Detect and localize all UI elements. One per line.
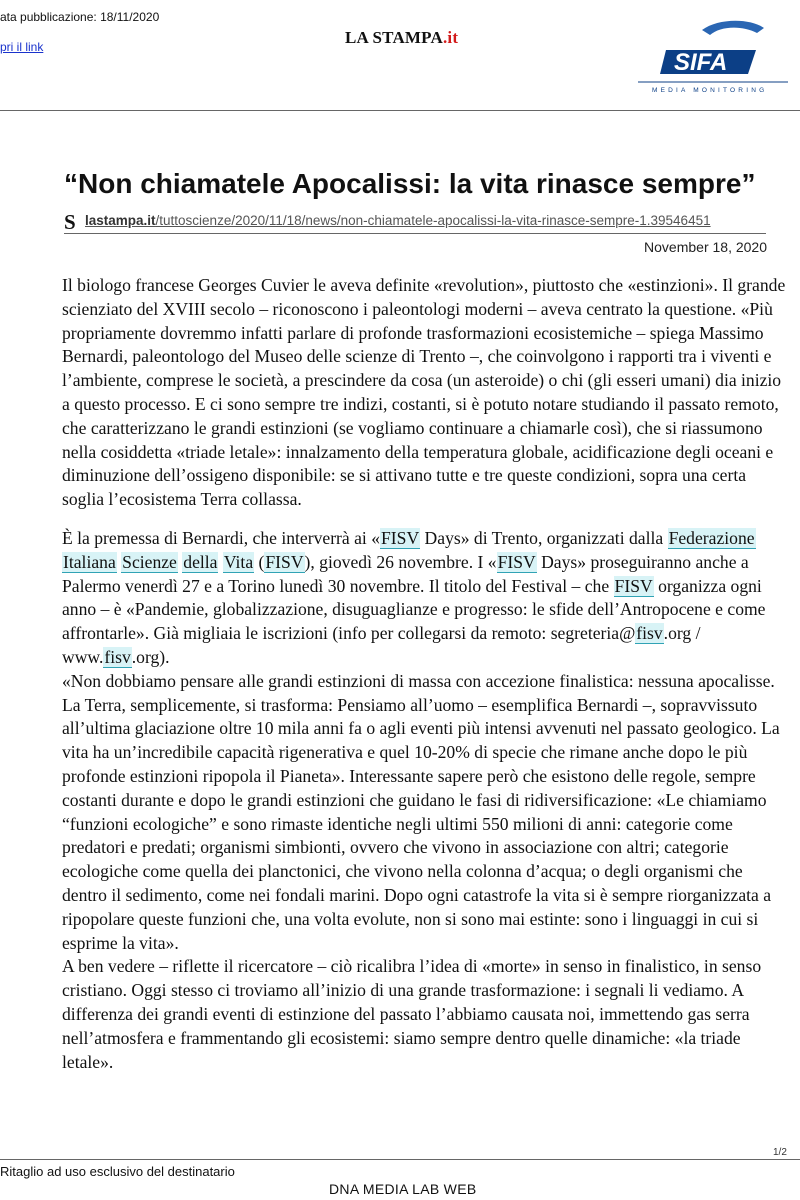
masthead-suffix: .it <box>442 28 459 47</box>
sifa-logo-text: SIFA <box>674 49 728 76</box>
article-date: November 18, 2020 <box>644 239 767 255</box>
source-divider <box>64 233 766 234</box>
highlighted-term: Italiana <box>63 551 116 572</box>
publication-date-meta: ata pubblicazione: 18/11/2020 <box>0 10 160 24</box>
article-paragraph: A ben vedere – riflette il ricercatore – ciò ricalibra l’idea di «morte» in senso in finalistico, in senso cristiano. Oggi stesso ci troviamo all’inizio di una grande trasformazione: i segnali li vediamo. A differenza dei grandi eventi di estinzione del passato l’abbiamo causata noi, immettendo gas serra nell’atmosfera e frammentando gli ecosistemi: siamo sempre dentro quelle dinamiche: «la triade letale». <box>62 956 762 1072</box>
highlighted-term: Federazione <box>668 527 755 548</box>
footer-provider: DNA MEDIA LAB WEB <box>329 1181 477 1197</box>
header-divider <box>0 110 800 111</box>
masthead-logo <box>345 28 458 48</box>
article-url-link[interactable] <box>85 213 711 228</box>
highlighted-term: della <box>183 551 218 572</box>
sifa-logo <box>632 14 792 94</box>
la-stampa-s-icon: S <box>64 210 76 234</box>
footer-divider <box>0 1159 800 1160</box>
highlighted-term: Scienze <box>122 551 177 572</box>
page-number: 1/2 <box>773 1147 787 1158</box>
masthead-main: LA STAMPA <box>345 28 443 47</box>
source-row <box>64 211 766 233</box>
sifa-tagline: MEDIA MONITORING <box>652 87 768 94</box>
highlighted-term: Vita <box>223 551 254 572</box>
highlighted-term: FISV <box>381 527 420 548</box>
article-title: “Non chiamatele Apocalissi: la vita rinasce sempre” <box>64 168 756 199</box>
highlighted-term: fisv <box>636 623 663 644</box>
url-path: /tuttoscienze/2020/11/18/news/non-chiamatele-apocalissi-la-vita-rinasce-sempre-1.39546451 <box>155 213 711 228</box>
highlighted-term: FISV <box>614 575 653 596</box>
article-paragraph: È la premessa di Bernardi, che interverrà ai «FISV Days» di Trento, organizzati dalla Federazione Italiana Scienze della Vita (FISV), giovedì 26 novembre. I «FISV Days» proseguiranno anche a Palermo venerdì 27 e a Torino lunedì 30 novembre. Il titolo del Festival – che FISV organizza ogni anno – è «Pandemie, globalizzazione, disuguaglianze e progresso: le sfide dell’Antropocene e come affrontarle». Già migliaia le iscrizioni (info per collegarsi da remoto: segreteria@fisv.org / www.fisv.org). <box>62 527 766 667</box>
article-paragraph: «Non dobbiamo pensare alle grandi estinzioni di massa con accezione finalistica: nessuna apocalisse. La Terra, semplicemente, si trasforma: Pensiamo all’uomo – esemplifica Bernardi –, sopravvissuto all’ultima glaciazione oltre 10 mila anni fa o agli eventi più intensi avvenuti nel passato geologico. La vita ha un’incredibile capacità rigenerativa e quel 10-20% di specie che rimane anche dopo le più profonde estinzioni ripopola il Pianeta». Interessante sapere però che esistono delle regole, sempre costanti durante e dopo le grandi estinzioni che guidano le fasi di ridiversificazione: «Le chiamiamo “funzioni ecologiche” e sono rimaste identiche negli ultimi 550 milioni di anni: categorie come predatori e predati; organismi simbionti, ovvero che vivono in associazione con altri; categorie ecologiche come quella dei planctonici, che vivono nella colonna d’acqua; o degli organismi che dentro il sedimento, come nei fondali marini. Dopo ogni catastrofe la vita si è sempre riorganizzata a ripopolare queste funzioni che, una volta evolute, non si sono mai estinte: sono i linguaggi in cui si esprime la vita». <box>62 670 780 953</box>
footer-disclaimer: Ritaglio ad uso esclusivo del destinatario <box>0 1164 235 1179</box>
url-domain: lastampa.it <box>85 213 156 228</box>
highlighted-term: FISV <box>497 551 536 572</box>
highlighted-term: fisv <box>104 646 131 667</box>
highlighted-term: FISV <box>265 551 304 572</box>
open-link[interactable]: pri il link <box>0 40 44 54</box>
article-body <box>62 274 787 1074</box>
article-paragraph: Il biologo francese Georges Cuvier le aveva definite «revolution», piuttosto che «estinzioni». Il grande scienziato del XVIII secolo – riconoscono i paleontologi moderni – aveva centrato la questione. «Più propriamente dovremmo infatti parlare di profonde trasformazioni ecosistemiche – spiega Massimo Bernardi, paleontologo del Museo delle scienze di Trento –, che coinvolgono i rapporti tra i viventi e l’ambiente, comprese le società, a prescindere da cosa (un asteroide) o chi (gli esseri umani) dia inizio a questo processo. E ci sono sempre tre indizi, costanti, si è potuto notare studiando il passato remoto, che caratterizzano le grandi estinzioni (se vogliamo continuare a chiamarle così), che si riassumono nella cosiddetta «triade letale»: innalzamento della temperatura globale, acidificazione degli oceani e diminuzione dell’ossigeno disponibile: se si attivano tutte e tre queste condizioni, sopra una certa soglia l’ecosistema Terra collassa. <box>62 275 786 510</box>
